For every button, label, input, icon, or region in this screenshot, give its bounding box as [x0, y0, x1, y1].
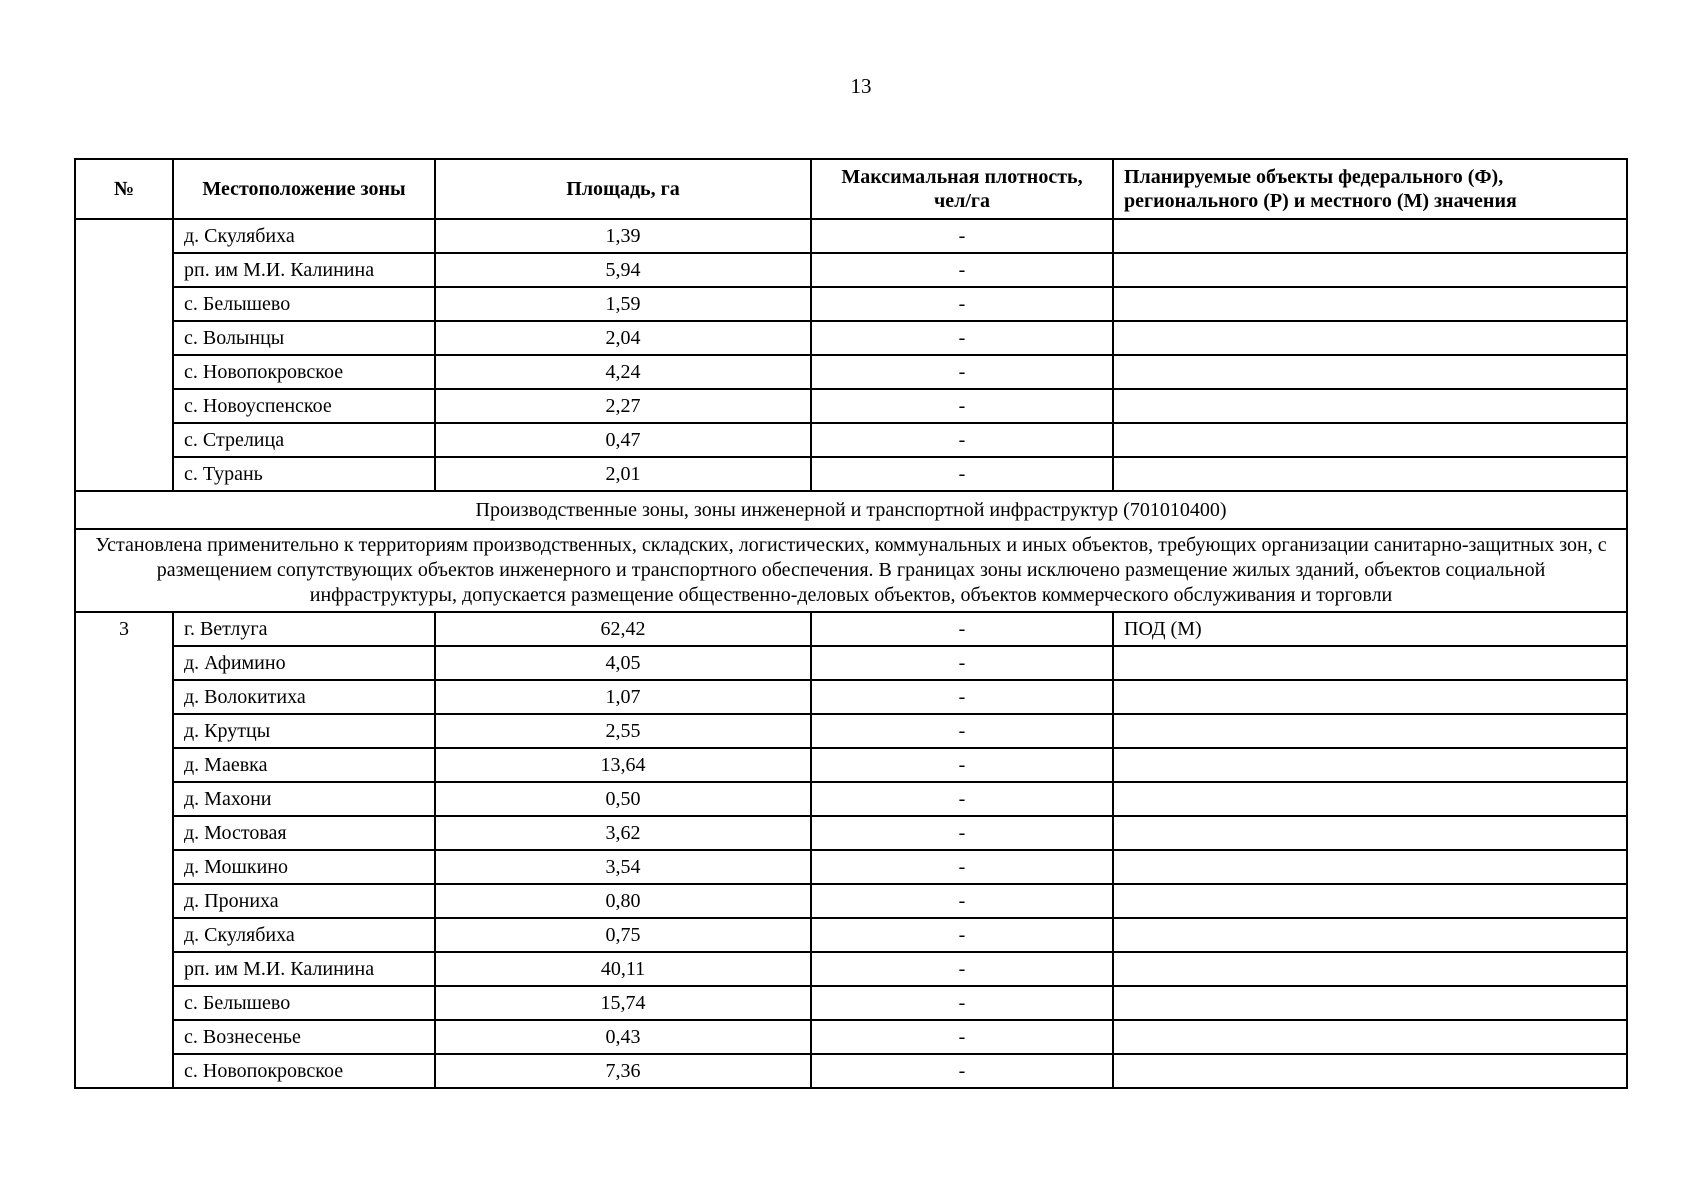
table-row: [75, 219, 1627, 253]
location-cell: д. Мостовая: [173, 816, 435, 850]
density-cell: -: [811, 816, 1113, 850]
table-row: [75, 1054, 1627, 1088]
table-row: [75, 646, 1627, 680]
table-row: [75, 918, 1627, 952]
location-cell: с. Волынцы: [173, 321, 435, 355]
objects-cell: [1113, 321, 1627, 355]
location-cell: с. Турань: [173, 457, 435, 491]
section-title-row: [75, 491, 1627, 529]
group2-rows: [75, 612, 1627, 1088]
table-row: [75, 612, 1627, 646]
objects-cell: [1113, 355, 1627, 389]
table-row: [75, 423, 1627, 457]
table-row: [75, 287, 1627, 321]
area-cell: 4,24: [435, 355, 811, 389]
table-row: [75, 253, 1627, 287]
table-row: [75, 389, 1627, 423]
density-cell: -: [811, 423, 1113, 457]
objects-cell: [1113, 1054, 1627, 1088]
location-cell: рп. им М.И. Калинина: [173, 952, 435, 986]
area-cell: 40,11: [435, 952, 811, 986]
density-cell: -: [811, 918, 1113, 952]
location-cell: с. Вознесенье: [173, 1020, 435, 1054]
location-cell: с. Новоуспенское: [173, 389, 435, 423]
table-row: [75, 1020, 1627, 1054]
objects-cell: [1113, 219, 1627, 253]
section-description-row: [75, 529, 1627, 612]
objects-cell: ПОД (М): [1113, 612, 1627, 646]
density-cell: -: [811, 389, 1113, 423]
objects-cell: [1113, 1020, 1627, 1054]
area-cell: 1,59: [435, 287, 811, 321]
area-cell: 0,75: [435, 918, 811, 952]
density-cell: -: [811, 748, 1113, 782]
table-row: [75, 748, 1627, 782]
density-cell: -: [811, 253, 1113, 287]
objects-cell: [1113, 287, 1627, 321]
location-cell: д. Скулябиха: [173, 918, 435, 952]
table-row: [75, 321, 1627, 355]
objects-cell: [1113, 748, 1627, 782]
density-cell: -: [811, 952, 1113, 986]
density-cell: -: [811, 355, 1113, 389]
objects-cell: [1113, 884, 1627, 918]
area-cell: 5,94: [435, 253, 811, 287]
objects-cell: [1113, 816, 1627, 850]
header-num: №: [75, 159, 173, 219]
area-cell: 2,01: [435, 457, 811, 491]
objects-cell: [1113, 714, 1627, 748]
location-cell: д. Волокитиха: [173, 680, 435, 714]
density-cell: -: [811, 850, 1113, 884]
area-cell: 4,05: [435, 646, 811, 680]
area-cell: 0,50: [435, 782, 811, 816]
table-row: [75, 457, 1627, 491]
area-cell: 62,42: [435, 612, 811, 646]
density-cell: -: [811, 457, 1113, 491]
location-cell: д. Мошкино: [173, 850, 435, 884]
location-cell: г. Ветлуга: [173, 612, 435, 646]
location-cell: д. Афимино: [173, 646, 435, 680]
location-cell: д. Прониха: [173, 884, 435, 918]
table-row: [75, 355, 1627, 389]
density-cell: -: [811, 321, 1113, 355]
area-cell: 7,36: [435, 1054, 811, 1088]
section-block: [75, 491, 1627, 612]
table-row: [75, 884, 1627, 918]
header-area: Площадь, га: [435, 159, 811, 219]
zones-table: [74, 158, 1628, 1089]
density-cell: -: [811, 1020, 1113, 1054]
table-row: [75, 714, 1627, 748]
objects-cell: [1113, 680, 1627, 714]
area-cell: 15,74: [435, 986, 811, 1020]
area-cell: 2,27: [435, 389, 811, 423]
objects-cell: [1113, 952, 1627, 986]
table-row: [75, 816, 1627, 850]
objects-cell: [1113, 457, 1627, 491]
area-cell: 0,80: [435, 884, 811, 918]
objects-cell: [1113, 253, 1627, 287]
area-cell: 3,54: [435, 850, 811, 884]
area-cell: 0,47: [435, 423, 811, 457]
density-cell: -: [811, 1054, 1113, 1088]
area-cell: 0,43: [435, 1020, 811, 1054]
area-cell: 2,04: [435, 321, 811, 355]
zone-number: 3: [75, 612, 173, 1088]
group1-rows: [75, 219, 1627, 491]
section-description: Установлена применительно к территориям производственных, складских, логистических, коммунальных и иных объектов, требующих организации санитарно-защитных зон, с размещением сопутствующих объектов инженерного и транспортного обеспечения. В границах зоны исключено размещение жилых зданий, объектов социальной инфраструктуры, допускается размещение общественно-деловых объектов, объектов коммерческого обслуживания и торговли: [75, 529, 1627, 612]
area-cell: 2,55: [435, 714, 811, 748]
location-cell: д. Крутцы: [173, 714, 435, 748]
header-row: [75, 159, 1627, 219]
location-cell: с. Новопокровское: [173, 355, 435, 389]
objects-cell: [1113, 850, 1627, 884]
density-cell: -: [811, 986, 1113, 1020]
objects-cell: [1113, 782, 1627, 816]
location-cell: с. Стрелица: [173, 423, 435, 457]
location-cell: д. Махони: [173, 782, 435, 816]
table-row: [75, 782, 1627, 816]
table-row: [75, 680, 1627, 714]
header-density: Максимальная плотность, чел/га: [811, 159, 1113, 219]
area-cell: 13,64: [435, 748, 811, 782]
density-cell: -: [811, 782, 1113, 816]
density-cell: -: [811, 714, 1113, 748]
area-cell: 1,39: [435, 219, 811, 253]
density-cell: -: [811, 219, 1113, 253]
table-header: [75, 159, 1627, 219]
area-cell: 3,62: [435, 816, 811, 850]
table-row: [75, 986, 1627, 1020]
density-cell: -: [811, 612, 1113, 646]
objects-cell: [1113, 986, 1627, 1020]
location-cell: с. Белышево: [173, 986, 435, 1020]
density-cell: -: [811, 884, 1113, 918]
objects-cell: [1113, 389, 1627, 423]
location-cell: с. Новопокровское: [173, 1054, 435, 1088]
table-row: [75, 952, 1627, 986]
density-cell: -: [811, 287, 1113, 321]
location-cell: рп. им М.И. Калинина: [173, 253, 435, 287]
header-objects: Планируемые объекты федерального (Ф), регионального (Р) и местного (М) значения: [1113, 159, 1627, 219]
location-cell: д. Скулябиха: [173, 219, 435, 253]
header-location: Местоположение зоны: [173, 159, 435, 219]
density-cell: -: [811, 646, 1113, 680]
page-number: 13: [850, 74, 872, 98]
area-cell: 1,07: [435, 680, 811, 714]
zone-number: [75, 219, 173, 491]
location-cell: с. Белышево: [173, 287, 435, 321]
objects-cell: [1113, 918, 1627, 952]
objects-cell: [1113, 423, 1627, 457]
density-cell: -: [811, 680, 1113, 714]
section-title: Производственные зоны, зоны инженерной и транспортной инфраструктур (701010400): [75, 491, 1627, 529]
location-cell: д. Маевка: [173, 748, 435, 782]
objects-cell: [1113, 646, 1627, 680]
table-row: [75, 850, 1627, 884]
